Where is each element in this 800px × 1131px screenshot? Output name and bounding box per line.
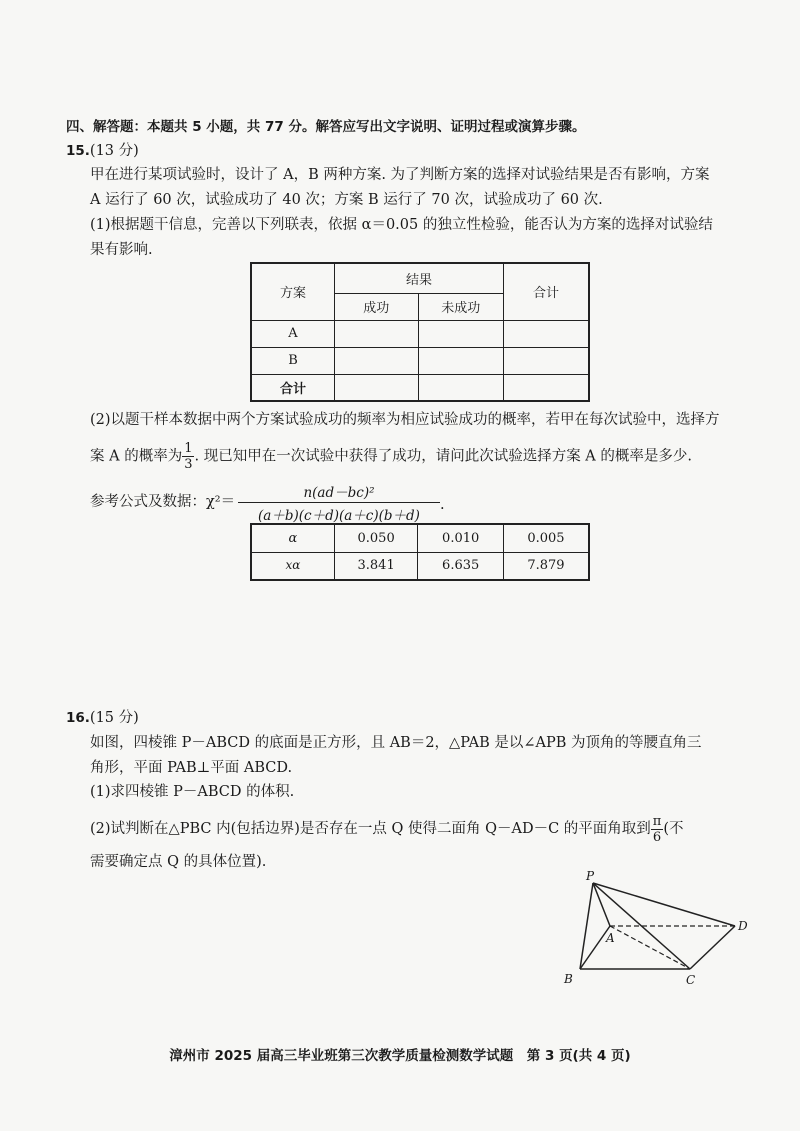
alpha-label [251,524,334,552]
q16-stem-line1: 如图，四棱锥 P－ABCD 的底面是正方形，且 AB＝2，△PAB 是以∠APB 为顶角的等腰直角三 [90,735,702,751]
header-fail: 未成功 [418,293,503,320]
label-c: C [686,973,696,987]
fraction-one-third [182,441,194,472]
cell-b-total [503,347,589,374]
x-alpha-label [251,552,334,580]
q16-part2-post: (不 [663,821,684,837]
cell-a-success [335,320,419,347]
q15-heading [66,141,139,161]
section-header: 四、解答题：本题共 5 小题，共 77 分。解答应写出文字说明、证明过程或演算步骤。 [66,119,586,135]
formula-numerator: n(ad－bc)² [238,481,440,503]
q15-part2-pre: 案 A 的概率为 [90,448,183,465]
header-success: 成功 [335,293,419,320]
cell-total-total [503,374,589,401]
q15-number: 15. [66,143,90,159]
q15-part1-line1: (1)根据题干信息，完善以下列联表，依据 α＝0.05 的独立性检验，能否认为方案的选择对试验结 [90,217,713,233]
fraction-pi-over-6 [651,814,664,845]
label-b: B [564,972,573,986]
frac-den: 3 [184,457,193,472]
x-alpha-value: 3.841 [334,552,418,580]
reference-table [250,523,590,581]
x-alpha-value: 7.879 [503,552,589,580]
frac-num: 1 [184,441,193,456]
q16-stem-line2: 角形，平面 PAB⊥平面 ABCD. [90,760,293,776]
q15-stem-line1: 甲在进行某项试验时，设计了 A，B 两种方案. 为了判断方案的选择对试验结果是否有影响，方案 [90,167,710,183]
q16-part2-line1 [90,812,684,846]
formula-denominator: (a＋b)(c＋d)(a＋c)(b＋d) [258,508,420,524]
alpha-value: 0.050 [334,524,418,552]
cell-total-fail [418,374,503,401]
row-b-label: B [251,347,335,374]
frac-num: π [652,813,662,829]
q16-part2-line2: 需要确定点 Q 的具体位置). [90,854,267,870]
q15-part2-line1: (2)以题干样本数据中两个方案试验成功的频率为相应试验成功的概率，若甲在每次试验中，选择方 [90,412,720,428]
q16-heading [66,708,139,728]
q16-points: (15 分) [89,710,139,726]
cell-b-success [335,347,419,374]
cell-b-fail [418,347,503,374]
edge-pd [593,883,735,926]
alpha-value: 0.005 [503,524,589,552]
label-p: P [586,869,595,883]
q16-part1: (1)求四棱锥 P－ABCD 的体积. [90,784,295,800]
label-a: A [606,931,615,945]
chi-square-formula [238,481,440,524]
contingency-table [250,262,590,402]
q16-number: 16. [66,710,90,726]
header-total: 合计 [503,263,589,320]
formula-end: . [440,497,445,513]
formula-label: 参考公式及数据：χ²＝ [90,494,236,510]
row-total-label: 合计 [251,374,335,401]
q16-part2-pre: (2)试判断在△PBC 内(包括边界)是否存在一点 Q 使得二面角 Q－AD－C 的平面角取到 [90,821,651,837]
edge-cd [690,926,735,969]
alpha-symbol: α [288,530,298,546]
q15-stem-line2: A 运行了 60 次，试验成功了 40 次；方案 B 运行了 70 次，试验成功了 60 次. [90,192,603,208]
pyramid-figure [555,868,755,990]
cell-a-fail [418,320,503,347]
row-a-label: A [251,320,335,347]
header-result: 结果 [335,263,504,293]
header-scheme: 方案 [251,263,335,320]
cell-total-success [335,374,419,401]
cell-a-total [503,320,589,347]
frac-den: 6 [652,829,662,845]
label-d: D [738,919,748,933]
page-footer: 漳州市 2025 届高三毕业班第三次教学质量检测数学试题 第 3 页(共 4 页) [169,1048,631,1064]
edge-pb [580,883,593,969]
q15-part2-post: . 现已知甲在一次试验中获得了成功，请问此次试验选择方案 A 的概率是多少. [194,448,692,465]
x-alpha-symbol: xα [285,558,301,573]
x-alpha-value: 6.635 [418,552,504,580]
edge-ac [610,926,690,969]
edge-pa [593,883,610,926]
q15-part2-line2 [90,441,692,472]
q15-points: (13 分) [89,143,139,159]
alpha-value: 0.010 [418,524,504,552]
q15-part1-line2: 果有影响. [90,242,153,258]
